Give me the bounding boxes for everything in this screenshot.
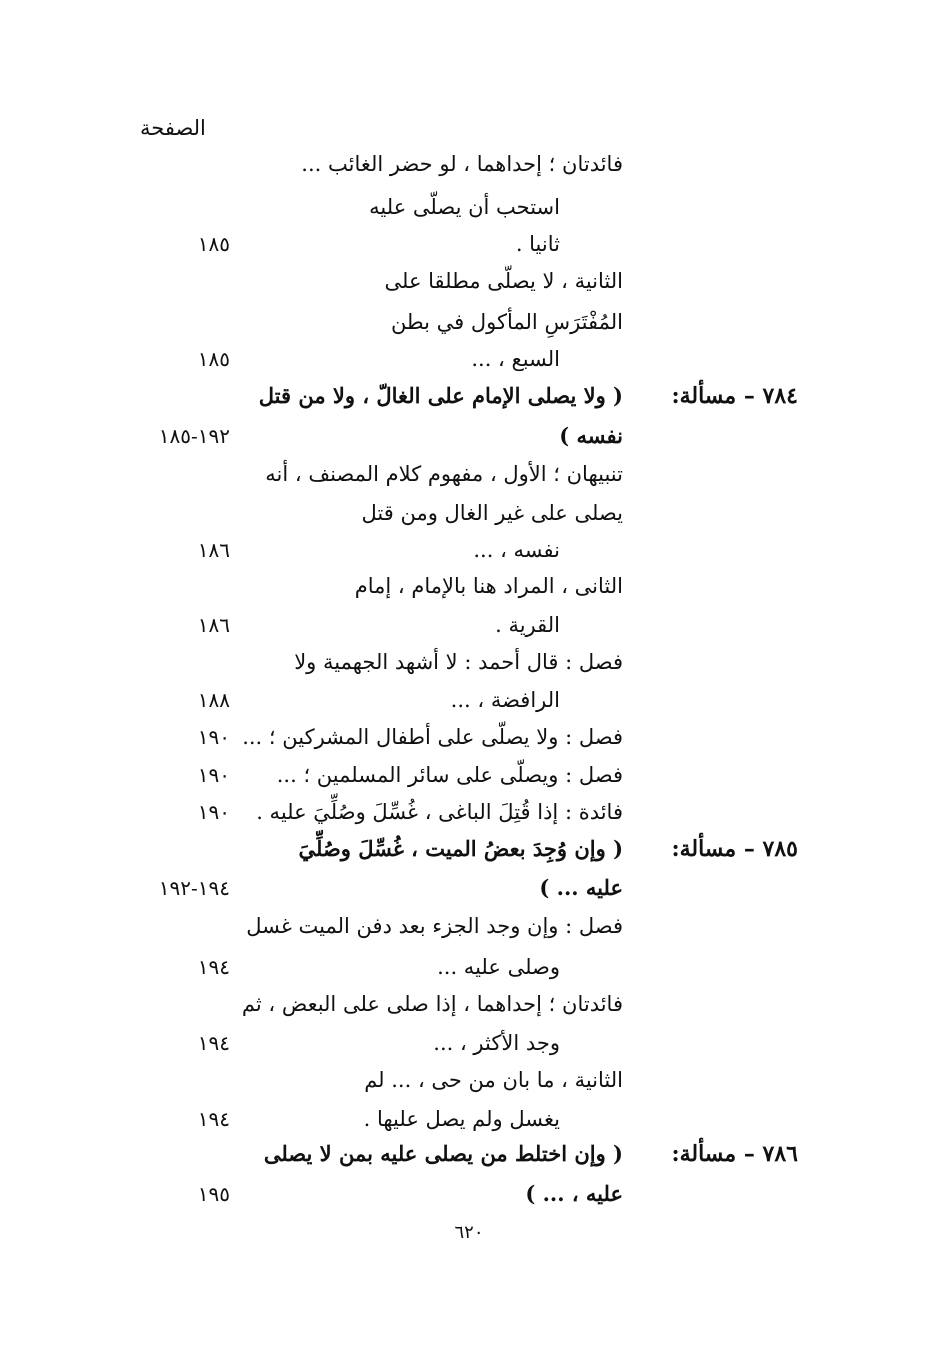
- page-reference: ١٩٤: [197, 955, 230, 979]
- index-entry-text: فائدتان ؛ إحداهما ، لو حضر الغائب ...: [301, 152, 623, 176]
- index-entry-text: فصل : وإن وجد الجزء بعد دفن الميت غسل: [246, 914, 623, 938]
- index-entry-text: ( وإن اختلط من يصلى عليه بمن لا يصلى: [263, 1141, 623, 1166]
- index-entry-text: فصل : قال أحمد : لا أشهد الجهمية ولا: [294, 650, 623, 674]
- index-entry-text: عليه ... ): [539, 875, 623, 900]
- index-entry-text: فصل : ولا يصلّى على أطفال المشركين ؛ ...: [242, 725, 623, 749]
- index-entry-text: يغسل ولم يصل عليها .: [363, 1107, 560, 1131]
- index-entry-text: يصلى على غير الغال ومن قتل: [361, 501, 623, 525]
- index-entry-text: ( ولا يصلى الإمام على الغالّ ، ولا من قتل: [258, 383, 623, 408]
- index-entry-text: الثانى ، المراد هنا بالإمام ، إمام: [354, 574, 623, 598]
- index-entry-text: الرافضة ، ...: [450, 688, 560, 712]
- page-reference: ١٩٠: [197, 725, 230, 749]
- index-entry-text: القرية .: [495, 613, 560, 637]
- index-entry-text: وصلى عليه ...: [437, 955, 560, 979]
- index-entry-text: الثانية ، ما بان من حى ، ... لم: [364, 1068, 623, 1092]
- page-reference: ١٩٠: [197, 800, 230, 824]
- issue-number: ٧٨٥ – مسألة:: [671, 836, 798, 862]
- page-reference: ١٩٤-١٩٢: [158, 876, 230, 900]
- index-entry-text: ثانيا .: [515, 232, 560, 256]
- page-reference: ١٨٥: [197, 232, 230, 256]
- index-entry-text: المُفْتَرَسِ المأكول في بطن: [390, 310, 623, 334]
- index-entry-text: السبع ، ...: [471, 347, 560, 371]
- index-entry-text: عليه ، ... ): [525, 1181, 623, 1206]
- issue-number: ٧٨٤ – مسألة:: [671, 383, 798, 409]
- index-entry-text: استحب أن يصلّى عليه: [369, 195, 560, 219]
- index-entry-text: نفسه ، ...: [473, 538, 560, 562]
- issue-number: ٧٨٦ – مسألة:: [671, 1141, 798, 1167]
- page-reference: ١٩٤: [197, 1107, 230, 1131]
- index-entry-text: الثانية ، لا يصلّى مطلقا على: [384, 269, 623, 293]
- page-column-header: الصفحة: [140, 116, 206, 140]
- index-entry-text: نفسه ): [559, 423, 623, 448]
- page-reference: ١٨٥: [197, 347, 230, 371]
- index-entry-text: فائدتان ؛ إحداهما ، إذا صلى على البعض ، ثم: [241, 992, 623, 1016]
- index-entry-text: فائدة : إذا قُتِلَ الباغى ، غُسِّلَ وصُلِّيَ عليه .: [256, 800, 623, 824]
- index-entry-text: تنبيهان ؛ الأول ، مفهوم كلام المصنف ، أنه: [265, 462, 623, 486]
- page-reference: ١٨٨: [197, 688, 230, 712]
- page-reference: ١٨٦: [197, 613, 230, 637]
- page-reference: ١٩٤: [197, 1031, 230, 1055]
- page-reference: ١٩٥: [197, 1182, 230, 1206]
- index-entry-text: وجد الأكثر ، ...: [433, 1031, 560, 1055]
- index-entry-text: فصل : ويصلّى على سائر المسلمين ؛ ...: [276, 763, 623, 787]
- page-reference: ١٩٢-١٨٥: [158, 424, 230, 448]
- page-reference: ١٨٦: [197, 538, 230, 562]
- page-number: ٦٢٠: [454, 1222, 484, 1243]
- page-reference: ١٩٠: [197, 763, 230, 787]
- index-entry-text: ( وإن وُجِدَ بعضُ الميت ، غُسِّلَ وصُلِّيَ: [298, 836, 623, 861]
